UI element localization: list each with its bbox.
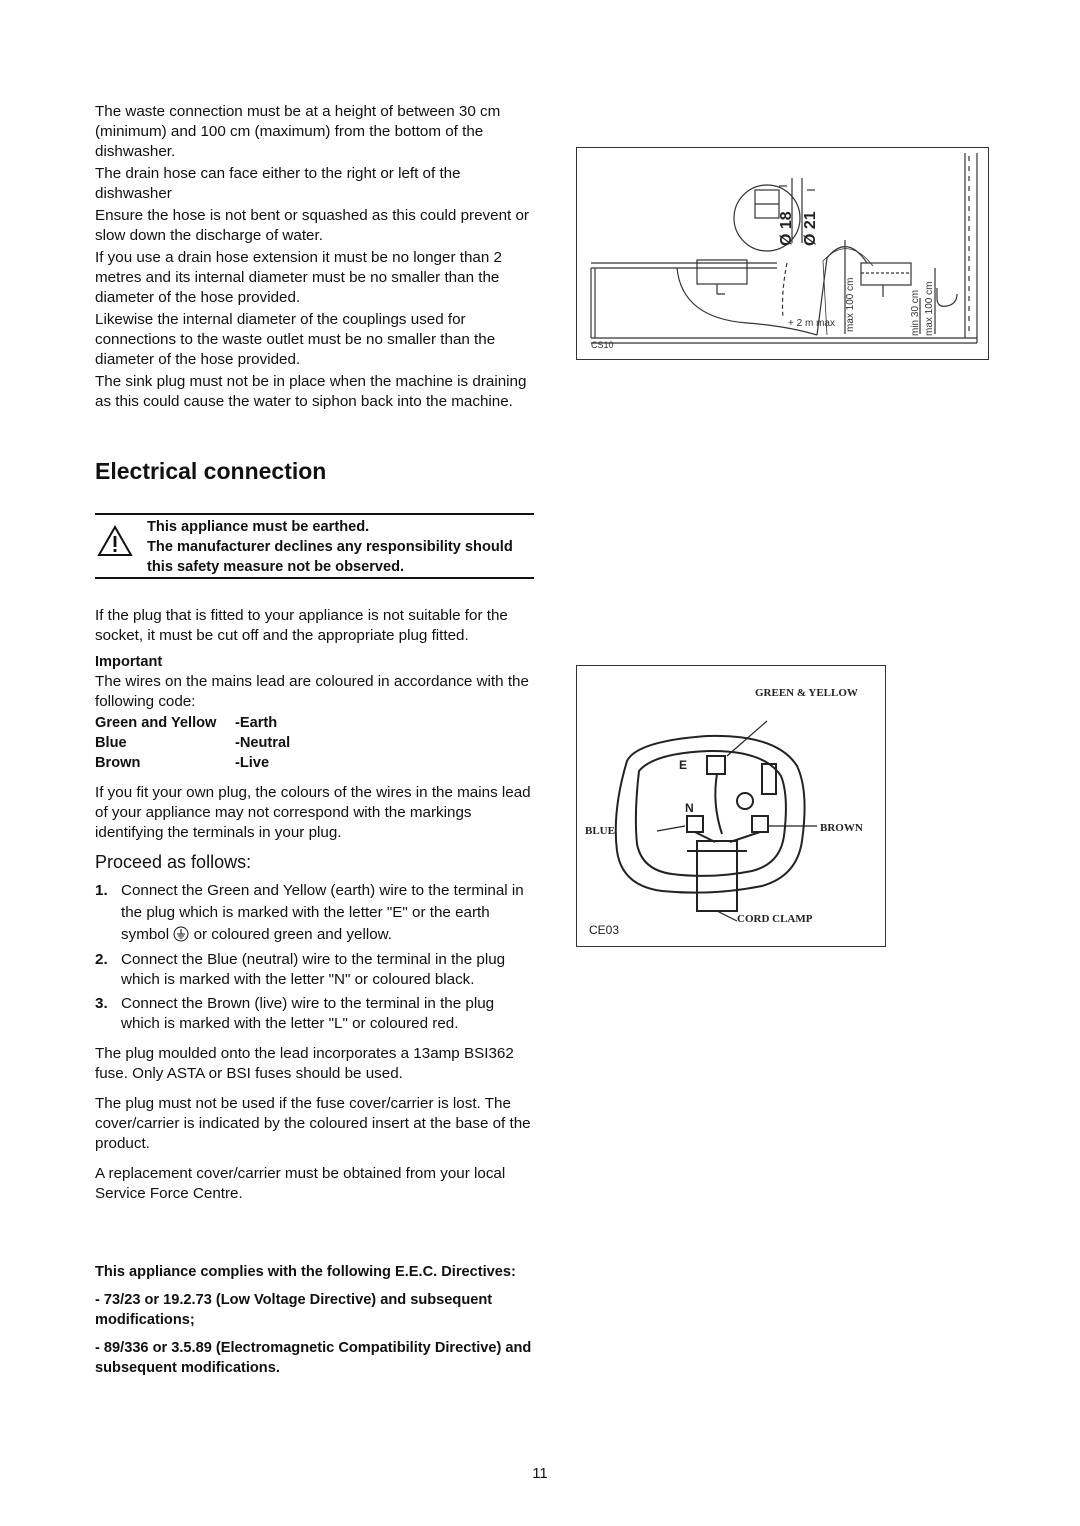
- wire-colour: Green and Yellow: [95, 715, 217, 731]
- max-height-label-2: max 100 cm: [924, 281, 935, 336]
- step-2-text: Connect the Blue (neutral) wire to the terminal in the plug which is marked with the letter "N" or coloured black.: [121, 951, 506, 988]
- step-1: [95, 880, 535, 946]
- brown-label: BROWN: [820, 822, 863, 834]
- electrical-heading: Electrical connection: [95, 458, 327, 484]
- step-number: 3.: [95, 995, 108, 1012]
- earth-symbol-icon: [173, 926, 189, 942]
- plug-section: [95, 606, 535, 712]
- step-1-text-b: or coloured green and yellow.: [193, 926, 392, 943]
- directives-section: [95, 1262, 535, 1378]
- terminal-n-label: N: [685, 801, 694, 815]
- wire-meaning: -Neutral: [235, 735, 291, 751]
- waste-paragraph-1: The waste connection must be at a height of between 30 cm (minimum) and 100 cm (maximum) from the bottom of the dishwasher.: [95, 103, 501, 160]
- step-3: [95, 994, 535, 1034]
- wire-colour: Brown: [95, 755, 141, 771]
- plug-wiring-diagram: [577, 666, 885, 946]
- step-3-text: Connect the Brown (live) wire to the terminal in the plug which is marked with the letter "L" or coloured red.: [121, 995, 495, 1032]
- green-yellow-label: GREEN & YELLOW: [755, 687, 858, 699]
- blue-label: BLUE: [585, 825, 615, 837]
- wire-code-row: [95, 753, 290, 773]
- proceed-heading: Proceed as follows:: [95, 852, 252, 872]
- wire-code-table: [95, 713, 290, 773]
- wire-meaning: -Live: [235, 755, 270, 771]
- wire-code-row: [95, 733, 290, 753]
- max-height-label: max 100 cm: [845, 277, 856, 332]
- cover-paragraph: The plug must not be used if the fuse cover/carrier is lost. The cover/carrier is indicated by the coloured insert at the base of the product.: [95, 1095, 531, 1152]
- step-2: [95, 950, 535, 990]
- ce03-code: CE03: [589, 923, 620, 937]
- directive-1: - 73/23 or 19.2.73 (Low Voltage Directive) and subsequent modifications;: [95, 1292, 493, 1328]
- warning-line-2: The manufacturer declines any responsibility should this safety measure not be observed.: [147, 539, 513, 575]
- important-label: Important: [95, 654, 163, 670]
- own-plug-paragraph: If you fit your own plug, the colours of the wires in the mains lead of your appliance may not correspond with the markings identifying the terminals in your plug.: [95, 784, 531, 841]
- drain-hose-diagram: [577, 148, 988, 359]
- directives-intro: This appliance complies with the following E.E.C. Directives:: [95, 1264, 516, 1280]
- wires-intro: The wires on the mains lead are coloured in accordance with the following code:: [95, 673, 529, 710]
- waste-paragraph-2: The drain hose can face either to the right or left of the dishwasher: [95, 165, 461, 202]
- waste-paragraph-6: The sink plug must not be in place when the machine is draining as this could cause the water to siphon back into the machine.: [95, 373, 527, 410]
- warning-triangle-icon: [97, 525, 133, 557]
- own-plug-section: [95, 783, 535, 843]
- diameter-21-label: Ø 21: [802, 211, 819, 246]
- warning-line-1: This appliance must be earthed.: [147, 519, 370, 535]
- terminal-e-label: E: [679, 758, 688, 772]
- fuse-paragraph: The plug moulded onto the lead incorporates a 13amp BSI362 fuse. Only ASTA or BSI fuses should be used.: [95, 1045, 514, 1082]
- cs10-code: CS10: [591, 340, 614, 350]
- page-number: 11: [532, 1465, 548, 1482]
- waste-paragraph-5: Likewise the internal diameter of the couplings used for connections to the waste outlet must be no smaller than the diameter of the hose provided.: [95, 311, 496, 368]
- min-height-label: min 30 cm: [910, 289, 921, 336]
- step-number: 1.: [95, 882, 108, 899]
- waste-paragraph-4: If you use a drain hose extension it must be no longer than 2 metres and its internal diameter must be no smaller than the diameter of the hose provided.: [95, 249, 502, 306]
- step-1-text-a: Connect the Green and Yellow (earth) wire to the terminal in the plug which is marked with the letter "E" or the earth symbol: [121, 882, 524, 943]
- diameter-18-label: Ø 18: [778, 211, 795, 246]
- waste-section: [95, 102, 535, 414]
- plug-paragraph: If the plug that is fitted to your appliance is not suitable for the socket, it must be cut off and the appropriate plug fitted.: [95, 607, 508, 644]
- plug-wiring-figure: [576, 665, 886, 947]
- wire-colour: Blue: [95, 735, 127, 751]
- step-number: 2.: [95, 951, 108, 968]
- cord-clamp-label: CORD CLAMP: [737, 913, 813, 925]
- earthing-warning: [95, 513, 534, 579]
- replacement-paragraph: A replacement cover/carrier must be obtained from your local Service Force Centre.: [95, 1165, 506, 1202]
- directive-2: - 89/336 or 3.5.89 (Electromagnetic Compatibility Directive) and subsequent modifications.: [95, 1340, 532, 1376]
- wire-code-row: [95, 713, 290, 733]
- hose-length-label: + 2 m max: [788, 318, 835, 329]
- drain-hose-figure: [576, 147, 989, 360]
- wire-meaning: -Earth: [235, 715, 278, 731]
- proceed-steps: [95, 880, 535, 1204]
- waste-paragraph-3: Ensure the hose is not bent or squashed as this could prevent or slow down the discharge of water.: [95, 207, 529, 244]
